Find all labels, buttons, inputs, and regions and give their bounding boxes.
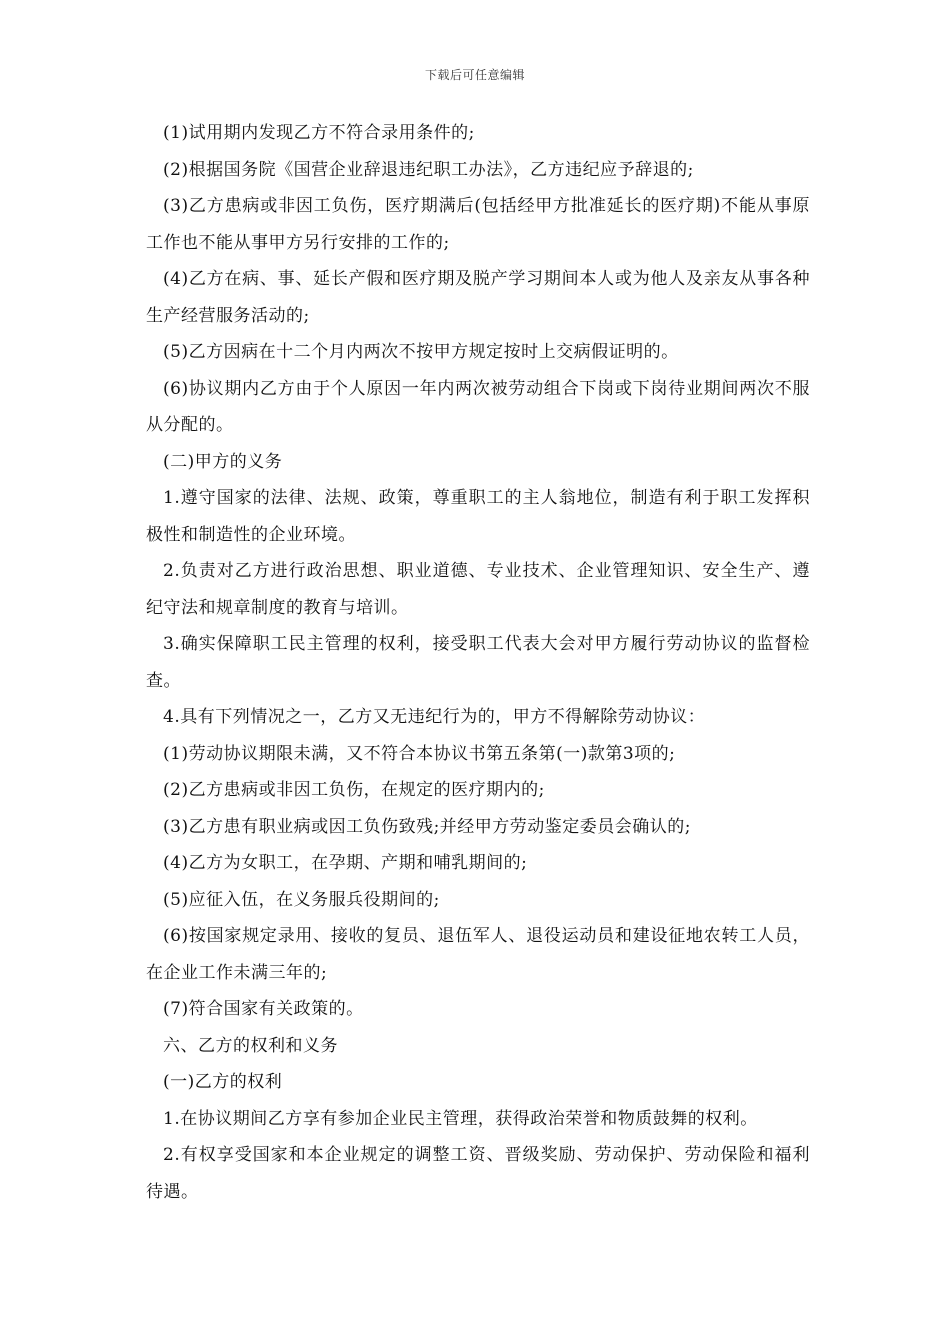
paragraph: (1)劳动协议期限未满，又不符合本协议书第五条第(一)款第3项的; bbox=[163, 743, 676, 764]
section-heading: (二)甲方的义务 bbox=[163, 451, 283, 472]
section-heading: 六、乙方的权利和义务 bbox=[163, 1035, 338, 1056]
paragraph: (6)协议期内乙方由于个人原因一年内两次被劳动组合下岗或下岗待业期间两次不服从分配的。 bbox=[146, 378, 810, 435]
paragraph: (4)乙方为女职工，在孕期、产期和哺乳期间的; bbox=[163, 853, 528, 873]
paragraph: (4)乙方在病、事、延长产假和医疗期及脱产学习期间本人或为他人及亲友从事各种生产经营服务活动的; bbox=[146, 269, 810, 326]
paragraph: 4.具有下列情况之一，乙方又无违纪行为的，甲方不得解除劳动协议： bbox=[163, 707, 706, 727]
paragraph: 3.确实保障职工民主管理的权利，接受职工代表大会对甲方履行劳动协议的监督检查。 bbox=[146, 634, 810, 691]
paragraph: (1)试用期内发现乙方不符合录用条件的; bbox=[163, 123, 475, 143]
paragraph: (7)符合国家有关政策的。 bbox=[163, 999, 364, 1019]
document-body bbox=[146, 115, 810, 1210]
paragraph: 2.有权享受国家和本企业规定的调整工资、晋级奖励、劳动保护、劳动保险和福利待遇。 bbox=[146, 1145, 810, 1202]
paragraph: 2.负责对乙方进行政治思想、职业道德、专业技术、企业管理知识、安全生产、遵纪守法和规章制度的教育与培训。 bbox=[146, 561, 810, 618]
paragraph: (2)根据国务院《国营企业辞退违纪职工办法》，乙方违纪应予辞退的; bbox=[163, 159, 694, 180]
paragraph: 1.遵守国家的法律、法规、政策，尊重职工的主人翁地位，制造有利于职工发挥积极性和制造性的企业环境。 bbox=[146, 488, 810, 545]
paragraph: (6)按国家规定录用、接收的复员、退伍军人、退役运动员和建设征地农转工人员，在企业工作未满三年的; bbox=[146, 926, 810, 983]
paragraph: (3)乙方患病或非因工负伤，医疗期满后(包括经甲方批准延长的医疗期)不能从事原工作也不能从事甲方另行安排的工作的; bbox=[146, 196, 810, 253]
page-header: 下载后可任意编辑 bbox=[424, 68, 525, 82]
section-heading: (一)乙方的权利 bbox=[163, 1072, 283, 1092]
paragraph: (3)乙方患有职业病或因工负伤致残;并经甲方劳动鉴定委员会确认的; bbox=[163, 816, 692, 837]
paragraph: (5)乙方因病在十二个月内两次不按甲方规定按时上交病假证明的。 bbox=[163, 342, 679, 362]
paragraph: (2)乙方患病或非因工负伤，在规定的医疗期内的; bbox=[163, 780, 545, 800]
paragraph: (5)应征入伍，在义务服兵役期间的; bbox=[163, 889, 440, 910]
paragraph: 1.在协议期间乙方享有参加企业民主管理，获得政治荣誉和物质鼓舞的权利。 bbox=[163, 1108, 758, 1129]
